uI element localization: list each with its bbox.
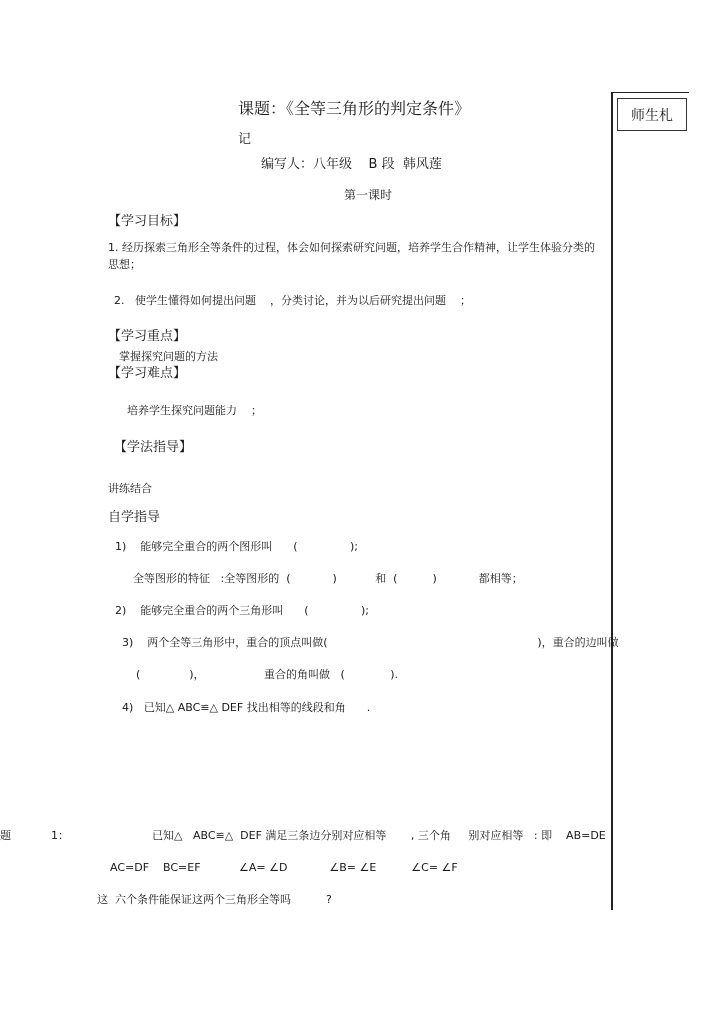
key-points-header: 【学习重点】 (108, 329, 187, 344)
goal-item-1: 1. 经历探索三角形全等条件的过程，体会如何探索研究问题，培养学生合作精神，让学生体验分类的 (108, 241, 595, 254)
problem-line-2: AC=DF BC=EF ∠A= ∠D ∠B= ∠E ∠C= ∠F (110, 861, 458, 874)
question-1: 1) 能够完全重合的两个图形叫 ( ); (115, 540, 358, 553)
margin-top-rule (611, 92, 689, 93)
question-1-sub: 全等图形的特征 :全等图形的 ( ) 和 ( ) 都相等； (133, 572, 523, 585)
difficulty-text: 培养学生探究问题能力 ； (127, 404, 262, 417)
problem-line-3: 这 六个条件能保证这两个三角形全等吗 ? (97, 893, 332, 906)
question-3: 3) 两个全等三角形中，重合的顶点叫做( )，重合的边叫做 (122, 636, 619, 649)
problem-label: 题 (0, 829, 11, 842)
question-2: 2) 能够完全重合的两个三角形叫 ( ); (115, 604, 369, 617)
teacher-student-notes-box (617, 98, 687, 131)
teacher-student-notes-label: 师生札 (631, 107, 673, 124)
problem-line-1: 已知△ ABC≌△ DEF 满足三条边分别对应相等 , 三个角 别对应相等 : 即 AB=DE (152, 829, 606, 842)
question-3-cont: ( )， 重合的角叫做 ( ). (136, 668, 399, 681)
key-points-text: 掌握探究问题的方法 (119, 350, 218, 363)
margin-divider (611, 92, 613, 910)
method-text: 讲练结合 (108, 482, 152, 495)
self-study-header: 自学指导 (108, 510, 161, 525)
goal-item-1-cont: 思想； (108, 258, 141, 271)
goal-item-2: 2. 使学生懂得如何提出问题 ，分类讨论，并为以后研究提出问题 ； (114, 294, 471, 307)
difficulty-header: 【学习难点】 (108, 366, 187, 381)
problem-number: 1： (51, 829, 69, 842)
page-title: 课题：《全等三角形的判定条件》 (238, 99, 471, 118)
author-line: 编写人：八年级 B 段 韩风莲 (261, 157, 442, 172)
lesson-label: 第一课时 (344, 188, 393, 202)
page-title-tail: 记 (238, 132, 252, 147)
question-4: 4) 已知△ ABC≌△ DEF 找出相等的线段和角 . (122, 701, 371, 714)
goals-header: 【学习目标】 (108, 214, 187, 229)
method-header: 【学法指导】 (114, 440, 193, 455)
